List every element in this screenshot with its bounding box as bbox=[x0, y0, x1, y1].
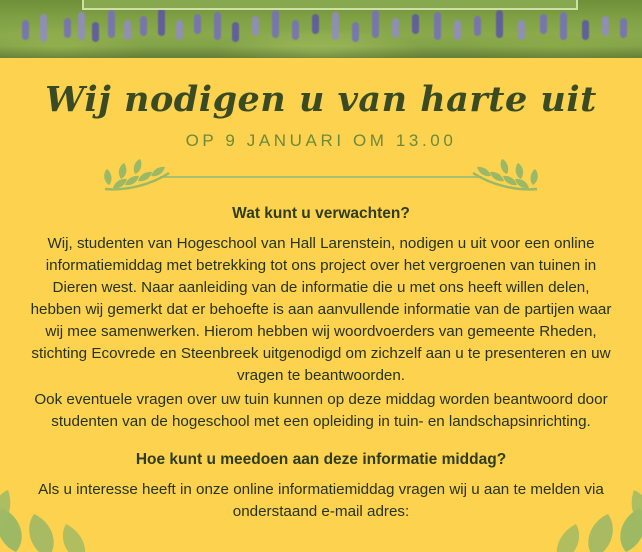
leaf-divider bbox=[0, 155, 642, 197]
section-heading-expectations: Wat kunt u verwachten? bbox=[232, 204, 410, 222]
section-heading-participation: Hoe kunt u meedoen aan deze informatie middag? bbox=[135, 451, 507, 469]
paragraph-expectations-2: Ook eventuele vragen over uw tuin kunnen op deze middag worden beantwoord door studenten van de hogeschool met een opleiding in tuin- en landschapsinrichting. bbox=[34, 390, 608, 430]
paragraph-expectations-1: Wij, studenten van Hogeschool van Hall Larenstein, nodigen u uit voor een online informatiemiddag met betrekking tot ons project over het vergroenen van tuinen in Dieren west. Naar aanleiding van de informatie die u met ons heeft willen delen, hebben wij gemerkt dat er behoefte is aan aanvullende informatie van de partijen waar wij mee samenwerken. Hierom hebben wij woordvoerders van gemeente Rheden, stichting Ecovrede en Steenbreek uitgenodigd om zichzelf aan u te presenteren en uw vragen te beantwoorden. bbox=[30, 234, 612, 384]
invitation-subtitle: OP 9 JANUARI OM 13.00 bbox=[185, 130, 457, 150]
invitation-script-title: Wij nodigen u van harte uit bbox=[45, 79, 597, 120]
leaf-ornament-left-icon bbox=[95, 155, 235, 197]
green-title-bar bbox=[82, 0, 578, 10]
paragraph-participation-1: Als u interesse heeft in onze online informatiemiddag vragen wij u aan te melden via onderstaand e-mail adres: bbox=[38, 481, 604, 521]
invitation-body bbox=[0, 58, 642, 552]
photo-bottom-shadow bbox=[0, 46, 642, 58]
leaf-ornament-right-icon bbox=[407, 155, 547, 197]
header-photo-banner bbox=[0, 0, 642, 58]
